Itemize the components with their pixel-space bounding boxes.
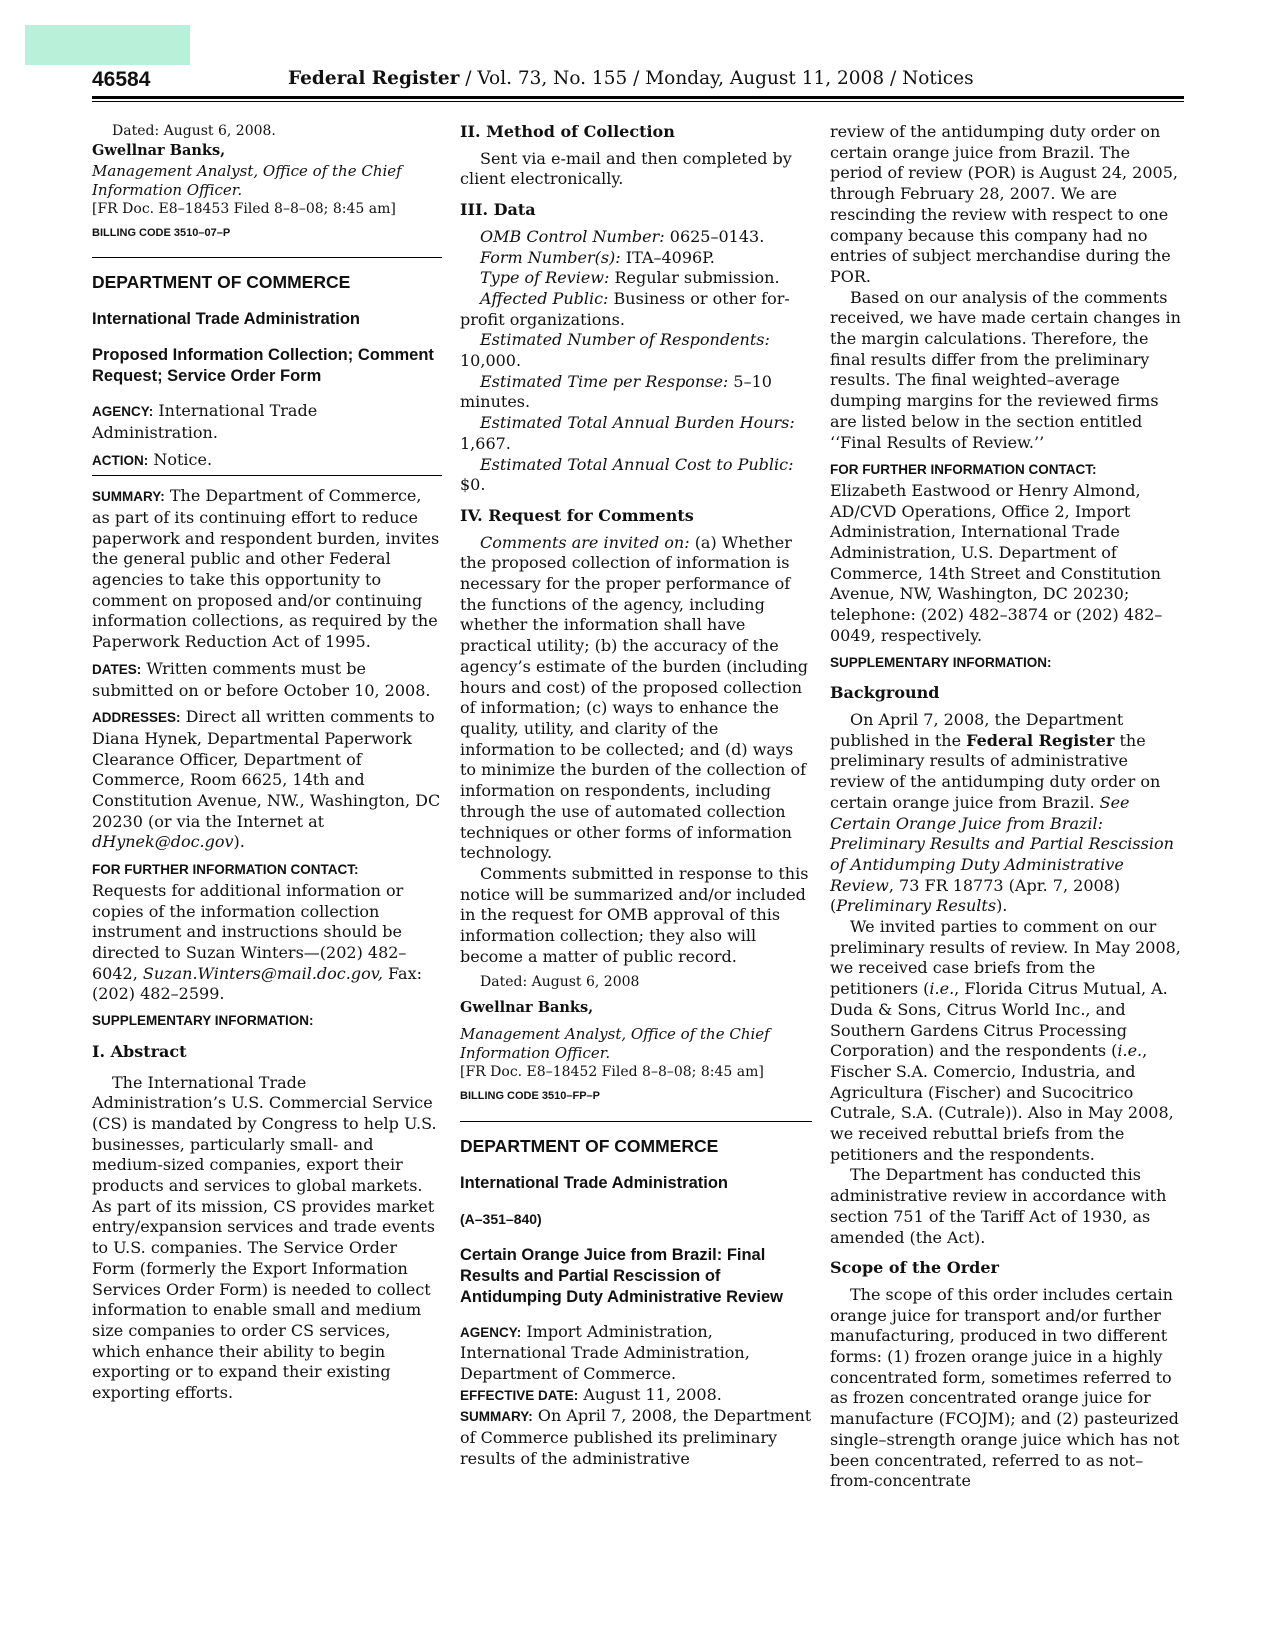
contact-text: Requests for additional information or copies of the information collection instrument and instructions should be directed to Suzan Winters—(202) 482–6042, (92, 880, 407, 983)
billing-code: BILLING CODE 3510–FP–P (460, 1090, 600, 1103)
data-heading: III. Data (460, 200, 536, 220)
agency-paragraph (92, 401, 442, 443)
data-item-label: Form Number(s): (480, 247, 621, 267)
signer-title: Management Analyst, Office of the Chief Information Officer. (92, 161, 402, 199)
signer-title: Management Analyst, Office of the Chief Information Officer. (460, 1025, 770, 1063)
data-item-label: Type of Review: (480, 268, 610, 288)
method-text: Sent via e-mail and then completed by client electronically. (460, 148, 792, 189)
effective-date-label: EFFECTIVE DATE: (460, 1387, 579, 1403)
method-heading: II. Method of Collection (460, 122, 675, 141)
supplementary-label: SUPPLEMENTARY INFORMATION: (92, 1013, 314, 1029)
data-item-label: Estimated Total Annual Cost to Public: (480, 454, 794, 474)
document-title: Proposed Information Collection; Comment Request; Service Order Form (92, 346, 434, 386)
summary-paragraph (460, 1406, 812, 1469)
signer-name: Gwellnar Banks, (92, 142, 226, 159)
email-link[interactable]: Suzan.Winters@mail.doc.gov, (142, 963, 383, 983)
data-item-value: $0. (460, 475, 486, 495)
bg-text: We invited parties to comment on our preliminary results of review. In May 2008, we received case briefs from the petitioners ( (830, 917, 1181, 999)
section-divider (92, 257, 442, 258)
department-heading: DEPARTMENT OF COMMERCE (460, 1135, 719, 1156)
contact-fax: Fax: (202) 482–2599. (92, 963, 422, 1004)
data-item (460, 372, 812, 413)
running-head (288, 68, 974, 89)
journal-name: Federal Register (288, 68, 460, 89)
bg-text: ). (996, 896, 1008, 916)
addresses-end: ). (233, 832, 245, 852)
scope-text: The scope of this order includes certain orange juice for transport and/or further manufacturing, produced in two different forms: (1) frozen orange juice in a highly concentrated form, sometimes referred to as frozen concentrated orange juice for manufacture (FCOJM); and (2) pasteurized single–strength orange juice which has not been concentrated, referred to as not–from-concentrate (830, 1284, 1180, 1491)
dates-text: Written comments must be submitted on or before October 10, 2008. (92, 658, 431, 700)
fr-doc-line: [FR Doc. E8–18452 Filed 8–8–08; 8:45 am] (460, 1064, 764, 1081)
agency-text: Import Administration, International Trade Administration, Department of Commerce. (460, 1321, 750, 1383)
agency-label: AGENCY: (460, 1324, 522, 1340)
request-text (460, 533, 812, 864)
background-heading: Background (830, 683, 940, 703)
column-3 (830, 122, 1184, 1492)
request-heading: IV. Request for Comments (460, 505, 694, 525)
summary-paragraph (92, 486, 442, 653)
data-item-value: 0625–0143. (669, 226, 765, 246)
data-item-label: Estimated Total Annual Burden Hours: (480, 413, 795, 433)
request-lead: Comments are invited on: (480, 532, 690, 552)
agency-text: International Trade Administration. (92, 401, 318, 442)
department-heading: DEPARTMENT OF COMMERCE (92, 272, 351, 293)
summary-continuation: review of the antidumping duty order on certain orange juice from Brazil. The period of review (POR) is August 24, 2005, through February 28, 2007. We are rescinding the review with respect to one company because this company had no entries of subject merchandise during the POR. (830, 122, 1178, 286)
background-paragraph-3: The Department has conducted this administrative review in accordance with section 751 of the Tariff Act of 1930, as amended (the Act). (830, 1165, 1167, 1247)
summary-text: On April 7, 2008, the Department of Commerce published its preliminary results of the administrative (460, 1406, 812, 1468)
header-rule-thin (92, 101, 1184, 102)
bg-text: the preliminary results of administrative review of the antidumping duty order on certain orange juice from Brazil. (830, 730, 1161, 812)
abstract-text: The International Trade Administration’s U.S. Commercial Service (CS) is mandated by Congress to help U.S. businesses, particularly small- and medium-sized companies, export their products and services to global markets. As part of its mission, CS provides market entry/expansion services and trade events to U.S. companies. The Service Order Form (formerly the Export Information Services Order Form) is needed to collect information to enable small and medium size companies to order CS services, which enhance their ability to begin exporting or to expand their existing exporting efforts. (92, 1072, 437, 1403)
bg-text: On April 7, 2008, the Department published in the (830, 709, 1124, 750)
dates-paragraph (92, 659, 442, 701)
contact-label: FOR FURTHER INFORMATION CONTACT: (92, 862, 359, 878)
color-tab-marker (25, 25, 190, 65)
bg-text: , Florida Citrus Mutual, A. Duda & Sons, Citrus World Inc., and Southern Gardens Citrus Processing Corporation) and the respondents ( (830, 979, 1168, 1061)
billing-code: BILLING CODE 3510–07–P (92, 226, 231, 239)
summary-label: SUMMARY: (460, 1409, 533, 1425)
data-item-value: 1,667. (460, 433, 511, 453)
addresses-paragraph (92, 707, 442, 853)
action-text: Notice. (153, 449, 213, 469)
bg-ie: i.e. (1117, 1041, 1143, 1061)
fr-doc-line: [FR Doc. E8–18453 Filed 8–8–08; 8:45 am] (92, 200, 396, 217)
data-item (460, 227, 812, 248)
request-body: (a) Whether the proposed collection of information is necessary for the proper performance of the functions of the agency, including whether the information shall have practical utility; (b) the accuracy of the agency’s estimate of the burden (including hours and cost) of the proposed collection of information; (c) ways to enhance the quality, utility, and clarity of the information to be collected; and (d) ways to minimize the burden of the collection of information on respondents, including through the use of automated collection techniques or other forms of information technology. (460, 532, 809, 863)
document-title: Certain Orange Juice from Brazil: Final Results and Partial Rescission of Antidumping Duty Administrative Review (460, 1245, 784, 1306)
signer-name: Gwellnar Banks, (460, 999, 594, 1017)
bg-text: , Fischer S.A. Comercio, Industria, and Agricultura (Fischer) and Sucocitrico Cutrale, S.A. (Cutrale)). Also in May 2008, we received rebuttal briefs from the petitioners and the respondents. (830, 1041, 1174, 1164)
data-item (460, 413, 812, 454)
action-paragraph (92, 450, 442, 472)
agency-label: AGENCY: (92, 404, 154, 420)
data-item-label: OMB Control Number: (480, 226, 665, 246)
page-number: 46584 (92, 68, 151, 91)
data-item-value: 5–10 minutes. (460, 371, 772, 412)
data-item-value: ITA–4096P. (625, 247, 715, 267)
data-item (460, 248, 812, 269)
action-label: ACTION: (92, 452, 149, 468)
supplementary-label: SUPPLEMENTARY INFORMATION: (830, 654, 1052, 670)
dated-line: Dated: August 6, 2008. (112, 123, 276, 139)
bg-text: , 73 FR 18773 (Apr. 7, 2008) ( (830, 875, 1121, 916)
data-item-label: Estimated Number of Respondents: (480, 330, 770, 350)
addresses-label: ADDRESSES: (92, 710, 181, 726)
contact-text: Elizabeth Eastwood or Henry Almond, AD/CVD Operations, Office 2, Import Administration, International Trade Administration, U.S. Department of Commerce, 14th Street and Constitution Avenue, NW, Washington, DC 20230; telephone: (202) 482–3874 or (202) 482–0049, respectively. (830, 480, 1163, 645)
column-1 (92, 122, 442, 1404)
page-header (92, 68, 1192, 96)
agency-heading: International Trade Administration (460, 1173, 729, 1192)
data-item-value: Regular submission. (614, 268, 780, 288)
contact-paragraph (92, 859, 442, 1005)
column-2 (460, 122, 812, 1469)
data-item (460, 330, 812, 371)
dated-line: Dated: August 6, 2008 (480, 974, 640, 991)
data-item (460, 289, 812, 330)
section-divider (92, 475, 442, 476)
abstract-heading: I. Abstract (92, 1041, 187, 1061)
dates-label: DATES: (92, 661, 142, 677)
bg-citation: See Certain Orange Juice from Brazil: Preliminary Results and Partial Rescission of Antidumping Duty Administrative Review (830, 792, 1174, 895)
effective-date-paragraph (460, 1385, 812, 1407)
data-item-label: Estimated Time per Response: (480, 371, 729, 391)
bg-short-cite: Preliminary Results (836, 896, 997, 916)
summary-text: The Department of Commerce, as part of its continuing effort to reduce paperwork and respondent burden, invites the general public and other Federal agencies to take this opportunity to comment on proposed and/or continuing information collections, as required by the Paperwork Reduction Act of 1995. (92, 486, 440, 652)
request-text-2: Comments submitted in response to this notice will be summarized and/or included in the request for OMB approval of this information collection; they also will become a matter of public record. (460, 863, 809, 966)
data-item-value: 10,000. (460, 351, 522, 371)
contact-paragraph (830, 459, 1184, 646)
header-rule-thick (92, 96, 1184, 99)
section-divider (460, 1121, 812, 1122)
data-list (460, 227, 812, 496)
data-item-value: Business or other for-profit organizations. (460, 288, 790, 329)
addresses-text: Direct all written comments to Diana Hynek, Departmental Paperwork Clearance Officer, Department of Commerce, Room 6625, 14th and Constitution Avenue, NW., Washington, DC 20230 (or via the Internet at (92, 707, 441, 831)
effective-date-text: August 11, 2008. (583, 1384, 722, 1404)
data-item (460, 455, 812, 496)
case-number: (A–351–840) (460, 1210, 542, 1227)
summary-continuation-2: Based on our analysis of the comments received, we have made certain changes in the margin calculations. Therefore, the final results differ from the preliminary results. The final weighted–average dumping margins for the reviewed firms are listed below in the section entitled ‘‘Final Results of Review.’’ (830, 287, 1181, 452)
data-item (460, 268, 812, 289)
scope-heading: Scope of the Order (830, 1258, 999, 1278)
bg-ie: i.e. (929, 979, 955, 999)
bg-federal-register: Federal Register (966, 730, 1115, 750)
background-paragraph-1 (830, 710, 1184, 917)
contact-label: FOR FURTHER INFORMATION CONTACT: (830, 462, 1097, 478)
background-paragraph-2 (830, 917, 1184, 1165)
email-link[interactable]: dHynek@doc.gov (92, 832, 234, 852)
agency-paragraph (460, 1322, 812, 1385)
issue-line: / Vol. 73, No. 155 / Monday, August 11, 2008 / Notices (465, 68, 974, 89)
summary-label: SUMMARY: (92, 489, 165, 505)
data-item-label: Affected Public: (480, 288, 609, 308)
agency-heading: International Trade Administration (92, 310, 361, 329)
